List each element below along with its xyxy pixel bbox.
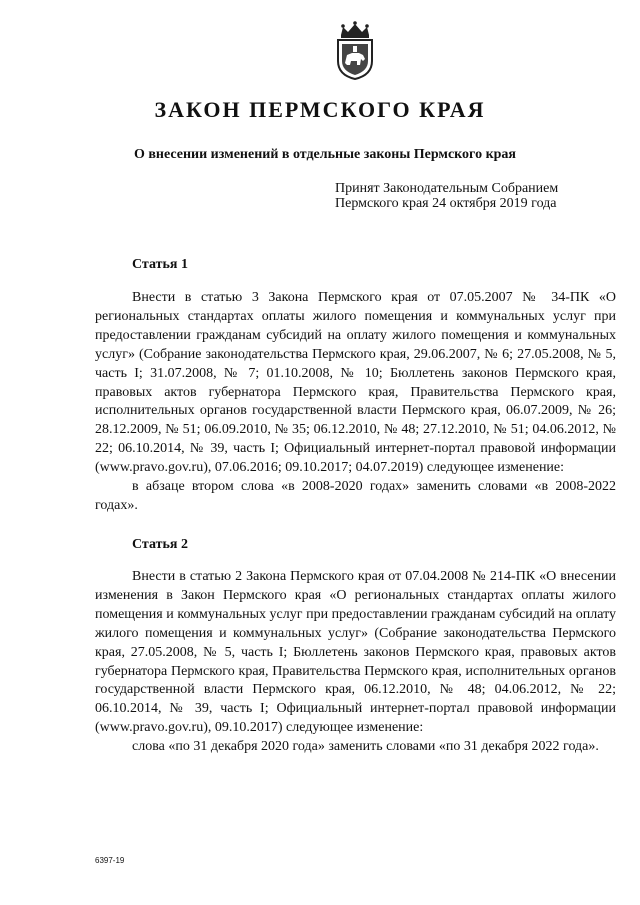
perm-krai-coat-of-arms-icon xyxy=(333,21,377,81)
article-2-body: Внести в статью 2 Закона Пермского края от 07.04.2008 № 214-ПК «О внесении изменения в Закон Пермского края «О региональных стандартах оплаты жилого помещения и коммунальных услуг при предоставлении гражданам субсидий на оплату жилого помещения и коммунальных услуг» (Собрание законодательства Пермского края, 27.05.2008, № 5, часть I; Бюллетень законов Пермского края, правовых актов губернатора Пермского края, Правительства Пермского края, исполнительных органов государственной власти Пермского края, 06.12.2010, № 48; 04.06.2012, № 22; 06.10.2014, № 39, часть I; Официальный интернет-портал правовой информации (www.pravo.gov.ru), 09.10.2017) следующее изменение: xyxy=(95,569,616,736)
adoption-line-2: Пермского края 24 октября 2019 года xyxy=(335,196,557,211)
adoption-line-1: Принят Законодательным Собранием xyxy=(335,181,559,196)
adoption-note xyxy=(335,181,620,211)
article-1-body: Внести в статью 3 Закона Пермского края от 07.05.2007 № 34-ПК «О региональных стандартах оплаты жилого помещения и коммунальных услуг при предоставлении гражданам субсидий на оплату жилого помещения и коммунальных услуг» (Собрание законодательства Пермского края, 29.06.2007, № 6; 27.05.2008, № 5, часть I; 31.07.2008, № 7; 01.10.2008, № 10; Бюллетень законов Пермского края, правовых актов губернатора Пермского края, Правительства Пермского края, исполнительных органов государственной власти Пермского края, 06.07.2009, № 26; 28.12.2009, № 51; 06.09.2010, № 35; 06.12.2010, № 48; 27.12.2010, № 51; 04.06.2012, № 22; 06.10.2014, № 39, часть I; Официальный интернет-портал правовой информации (www.pravo.gov.ru), 07.06.2016; 09.10.2017; 04.07.2019) следующее изменение: xyxy=(95,290,616,476)
article-1-text xyxy=(95,289,616,516)
article-2-heading: Статья 2 xyxy=(132,537,188,552)
article-1-change: в абзаце втором слова «в 2008-2020 годах» заменить словами «в 2008-2022 годах». xyxy=(95,479,616,513)
law-subtitle: О внесении изменений в отдельные законы Пермского края xyxy=(133,147,516,162)
page-title: ЗАКОН ПЕРМСКОГО КРАЯ xyxy=(154,97,486,122)
article-2-change: слова «по 31 декабря 2020 года» заменить словами «по 31 декабря 2022 года». xyxy=(132,739,599,755)
article-2-text xyxy=(95,568,616,757)
article-1-heading: Статья 1 xyxy=(132,257,188,272)
document-code: 6397-19 xyxy=(95,856,125,865)
